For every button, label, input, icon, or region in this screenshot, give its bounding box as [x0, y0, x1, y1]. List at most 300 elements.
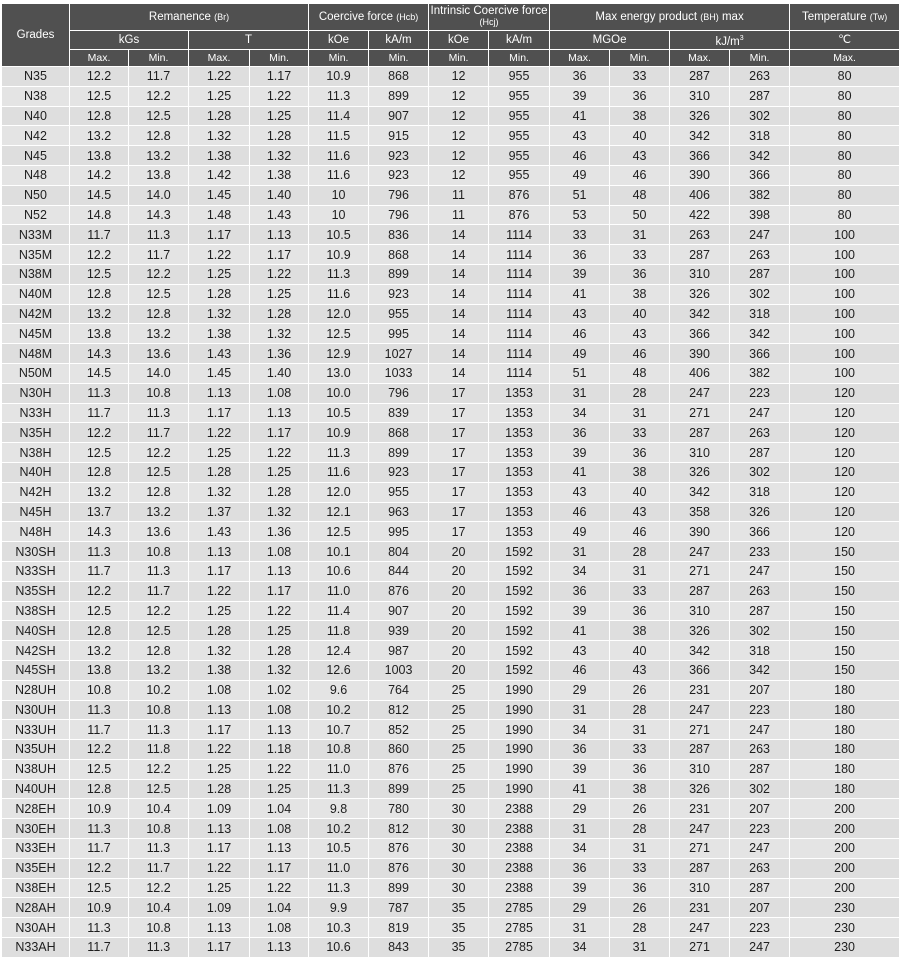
table-row [2, 542, 900, 562]
value-cell: 1.22 [189, 740, 250, 760]
grade-cell: N40M [2, 284, 70, 304]
value-cell: 1.32 [189, 126, 250, 146]
value-cell: 1353 [489, 403, 550, 423]
value-cell: 11.3 [129, 225, 189, 245]
value-cell: 1592 [489, 641, 550, 661]
table-row [2, 759, 900, 779]
value-cell: 1.22 [250, 601, 309, 621]
value-cell: 34 [550, 720, 610, 740]
value-cell: 38 [610, 284, 670, 304]
value-cell: 41 [550, 284, 610, 304]
grade-cell: N35UH [2, 740, 70, 760]
value-cell: 12.8 [70, 462, 129, 482]
subheader-cell: Min. [250, 50, 309, 67]
value-cell: 46 [550, 324, 610, 344]
value-cell: 14 [429, 225, 489, 245]
value-cell: 12.2 [70, 423, 129, 443]
value-cell: 180 [790, 759, 900, 779]
grade-cell: N40H [2, 462, 70, 482]
value-cell: 80 [790, 146, 900, 166]
value-cell: 302 [730, 779, 790, 799]
value-cell: 1.17 [250, 858, 309, 878]
value-cell: 36 [610, 86, 670, 106]
value-cell: 310 [670, 264, 730, 284]
value-cell: 11.7 [129, 858, 189, 878]
unit-koe-hcj: kOe [429, 31, 489, 50]
value-cell: 10.2 [309, 819, 369, 839]
value-cell: 100 [790, 344, 900, 364]
value-cell: 11.7 [129, 67, 189, 87]
value-cell: 987 [369, 641, 429, 661]
value-cell: 1592 [489, 660, 550, 680]
value-cell: 310 [670, 86, 730, 106]
value-cell: 899 [369, 779, 429, 799]
grade-cell: N28EH [2, 799, 70, 819]
value-cell: 11.3 [70, 700, 129, 720]
value-cell: 180 [790, 720, 900, 740]
grade-cell: N38M [2, 264, 70, 284]
value-cell: 1592 [489, 621, 550, 641]
value-cell: 11.7 [70, 938, 129, 958]
value-cell: 100 [790, 304, 900, 324]
grade-cell: N52 [2, 205, 70, 225]
value-cell: 1.42 [189, 165, 250, 185]
value-cell: 1.22 [189, 423, 250, 443]
value-cell: 11.7 [129, 581, 189, 601]
value-cell: 1.25 [250, 621, 309, 641]
value-cell: 12.5 [129, 462, 189, 482]
value-cell: 10.8 [129, 700, 189, 720]
value-cell: 233 [730, 542, 790, 562]
value-cell: 200 [790, 839, 900, 859]
value-cell: 1.04 [250, 898, 309, 918]
value-cell: 12.8 [129, 126, 189, 146]
unit-kgs: kGs [70, 31, 189, 50]
value-cell: 100 [790, 245, 900, 265]
grade-cell: N30EH [2, 819, 70, 839]
table-row [2, 522, 900, 542]
value-cell: 11.0 [309, 858, 369, 878]
subheader-row [2, 50, 900, 67]
grade-cell: N33H [2, 403, 70, 423]
value-cell: 12.8 [129, 482, 189, 502]
value-cell: 48 [610, 363, 670, 383]
value-cell: 31 [610, 720, 670, 740]
intrinsic-coercive-symbol: (Hcj) [479, 17, 499, 27]
value-cell: 38 [610, 462, 670, 482]
value-cell: 12.4 [309, 641, 369, 661]
value-cell: 46 [550, 502, 610, 522]
value-cell: 1.45 [189, 185, 250, 205]
value-cell: 12 [429, 146, 489, 166]
value-cell: 1.17 [189, 403, 250, 423]
value-cell: 1353 [489, 502, 550, 522]
value-cell: 20 [429, 601, 489, 621]
intrinsic-coercive-label: Intrinsic Coercive force [430, 5, 548, 17]
value-cell: 10.9 [70, 799, 129, 819]
table-row [2, 720, 900, 740]
value-cell: 12.2 [70, 67, 129, 87]
value-cell: 271 [670, 720, 730, 740]
value-cell: 1.22 [189, 245, 250, 265]
value-cell: 28 [610, 542, 670, 562]
value-cell: 13.2 [129, 146, 189, 166]
value-cell: 1.13 [189, 383, 250, 403]
value-cell: 10.8 [129, 819, 189, 839]
value-cell: 2388 [489, 858, 550, 878]
value-cell: 11.6 [309, 165, 369, 185]
value-cell: 1.18 [250, 740, 309, 760]
value-cell: 10.5 [309, 403, 369, 423]
value-cell: 1990 [489, 740, 550, 760]
table-row [2, 284, 900, 304]
value-cell: 899 [369, 264, 429, 284]
value-cell: 13.2 [129, 660, 189, 680]
value-cell: 1.38 [189, 660, 250, 680]
table-row [2, 403, 900, 423]
value-cell: 2388 [489, 839, 550, 859]
value-cell: 34 [550, 403, 610, 423]
value-cell: 14.3 [70, 522, 129, 542]
grade-cell: N35 [2, 67, 70, 87]
value-cell: 9.8 [309, 799, 369, 819]
value-cell: 46 [610, 165, 670, 185]
value-cell: 287 [670, 67, 730, 87]
table-row [2, 344, 900, 364]
value-cell: 31 [550, 819, 610, 839]
value-cell: 915 [369, 126, 429, 146]
value-cell: 120 [790, 383, 900, 403]
subheader-cell: Min. [129, 50, 189, 67]
value-cell: 39 [550, 264, 610, 284]
value-cell: 11.0 [309, 581, 369, 601]
value-cell: 13.8 [129, 165, 189, 185]
value-cell: 247 [730, 839, 790, 859]
value-cell: 13.8 [70, 146, 129, 166]
value-cell: 1.28 [250, 641, 309, 661]
value-cell: 1.28 [250, 304, 309, 324]
value-cell: 80 [790, 126, 900, 146]
value-cell: 49 [550, 344, 610, 364]
value-cell: 12.2 [129, 601, 189, 621]
value-cell: 10.1 [309, 542, 369, 562]
value-cell: 287 [670, 245, 730, 265]
coercive-force-header [309, 4, 429, 31]
value-cell: 247 [730, 403, 790, 423]
value-cell: 13.8 [70, 660, 129, 680]
value-cell: 247 [730, 938, 790, 958]
grade-cell: N35H [2, 423, 70, 443]
value-cell: 326 [670, 284, 730, 304]
value-cell: 310 [670, 759, 730, 779]
value-cell: 10.6 [309, 938, 369, 958]
value-cell: 263 [730, 581, 790, 601]
table-row [2, 264, 900, 284]
table-row [2, 324, 900, 344]
table-row [2, 245, 900, 265]
value-cell: 12.8 [70, 621, 129, 641]
value-cell: 1.13 [250, 561, 309, 581]
value-cell: 11.4 [309, 106, 369, 126]
value-cell: 180 [790, 680, 900, 700]
temperature-label: Temperature [801, 11, 867, 23]
value-cell: 1.48 [189, 205, 250, 225]
value-cell: 41 [550, 462, 610, 482]
value-cell: 12.8 [129, 641, 189, 661]
value-cell: 12 [429, 165, 489, 185]
value-cell: 12.5 [70, 878, 129, 898]
value-cell: 1.22 [250, 264, 309, 284]
value-cell: 120 [790, 502, 900, 522]
value-cell: 40 [610, 304, 670, 324]
value-cell: 10.4 [129, 799, 189, 819]
table-row [2, 502, 900, 522]
unit-mgoe: MGOe [550, 31, 670, 50]
value-cell: 12 [429, 106, 489, 126]
remanence-header [70, 4, 309, 31]
value-cell: 812 [369, 819, 429, 839]
value-cell: 207 [730, 898, 790, 918]
subheader-cell: Max. [790, 50, 900, 67]
value-cell: 1114 [489, 264, 550, 284]
value-cell: 1114 [489, 304, 550, 324]
value-cell: 30 [429, 858, 489, 878]
value-cell: 1.13 [189, 918, 250, 938]
value-cell: 271 [670, 839, 730, 859]
value-cell: 12.2 [129, 264, 189, 284]
value-cell: 25 [429, 740, 489, 760]
value-cell: 20 [429, 561, 489, 581]
value-cell: 247 [670, 383, 730, 403]
value-cell: 1.28 [189, 621, 250, 641]
grade-cell: N38H [2, 443, 70, 463]
value-cell: 12.5 [70, 443, 129, 463]
table-row [2, 660, 900, 680]
value-cell: 955 [369, 304, 429, 324]
value-cell: 13.7 [70, 502, 129, 522]
table-row [2, 443, 900, 463]
value-cell: 20 [429, 660, 489, 680]
subheader-cell: Min. [489, 50, 550, 67]
grade-cell: N40SH [2, 621, 70, 641]
table-row [2, 878, 900, 898]
value-cell: 200 [790, 819, 900, 839]
value-cell: 852 [369, 720, 429, 740]
value-cell: 39 [550, 878, 610, 898]
value-cell: 11.7 [129, 245, 189, 265]
value-cell: 939 [369, 621, 429, 641]
value-cell: 1.17 [250, 245, 309, 265]
value-cell: 1.28 [189, 779, 250, 799]
value-cell: 10.9 [70, 898, 129, 918]
value-cell: 422 [670, 205, 730, 225]
value-cell: 29 [550, 898, 610, 918]
value-cell: 50 [610, 205, 670, 225]
value-cell: 33 [610, 581, 670, 601]
value-cell: 287 [730, 443, 790, 463]
value-cell: 342 [670, 304, 730, 324]
value-cell: 39 [550, 759, 610, 779]
grade-cell: N33UH [2, 720, 70, 740]
value-cell: 39 [550, 601, 610, 621]
value-cell: 1.13 [250, 403, 309, 423]
value-cell: 287 [670, 581, 730, 601]
value-cell: 1.25 [250, 779, 309, 799]
value-cell: 12.5 [309, 324, 369, 344]
value-cell: 868 [369, 67, 429, 87]
value-cell: 14 [429, 284, 489, 304]
value-cell: 150 [790, 641, 900, 661]
value-cell: 1.25 [189, 878, 250, 898]
grade-cell: N30H [2, 383, 70, 403]
value-cell: 1592 [489, 601, 550, 621]
value-cell: 35 [429, 898, 489, 918]
value-cell: 43 [550, 482, 610, 502]
value-cell: 1.32 [250, 146, 309, 166]
value-cell: 12.2 [70, 740, 129, 760]
value-cell: 11.7 [70, 561, 129, 581]
grade-cell: N33EH [2, 839, 70, 859]
value-cell: 326 [730, 502, 790, 522]
grade-cell: N35M [2, 245, 70, 265]
value-cell: 11.8 [309, 621, 369, 641]
value-cell: 358 [670, 502, 730, 522]
value-cell: 43 [550, 126, 610, 146]
value-cell: 1.28 [250, 126, 309, 146]
table-row [2, 67, 900, 87]
value-cell: 366 [670, 324, 730, 344]
value-cell: 120 [790, 482, 900, 502]
grade-cell: N48H [2, 522, 70, 542]
value-cell: 955 [489, 165, 550, 185]
value-cell: 366 [730, 522, 790, 542]
value-cell: 1353 [489, 423, 550, 443]
value-cell: 200 [790, 799, 900, 819]
value-cell: 11.3 [309, 878, 369, 898]
value-cell: 271 [670, 561, 730, 581]
value-cell: 14.8 [70, 205, 129, 225]
value-cell: 1353 [489, 443, 550, 463]
value-cell: 36 [610, 878, 670, 898]
table-row [2, 304, 900, 324]
value-cell: 11.7 [70, 720, 129, 740]
value-cell: 1.13 [250, 720, 309, 740]
value-cell: 31 [550, 383, 610, 403]
value-cell: 342 [730, 660, 790, 680]
table-row [2, 383, 900, 403]
value-cell: 326 [670, 106, 730, 126]
value-cell: 1990 [489, 700, 550, 720]
table-row [2, 165, 900, 185]
value-cell: 10.5 [309, 839, 369, 859]
value-cell: 231 [670, 898, 730, 918]
value-cell: 1592 [489, 561, 550, 581]
value-cell: 1990 [489, 779, 550, 799]
value-cell: 1.38 [189, 324, 250, 344]
value-cell: 31 [550, 542, 610, 562]
value-cell: 40 [610, 482, 670, 502]
value-cell: 43 [610, 660, 670, 680]
value-cell: 876 [369, 858, 429, 878]
value-cell: 366 [730, 165, 790, 185]
value-cell: 1.13 [250, 225, 309, 245]
value-cell: 48 [610, 185, 670, 205]
value-cell: 14.2 [70, 165, 129, 185]
value-cell: 150 [790, 581, 900, 601]
value-cell: 10.9 [309, 423, 369, 443]
value-cell: 51 [550, 185, 610, 205]
value-cell: 12.2 [129, 443, 189, 463]
value-cell: 11.4 [309, 601, 369, 621]
value-cell: 100 [790, 363, 900, 383]
value-cell: 230 [790, 938, 900, 958]
grade-cell: N45SH [2, 660, 70, 680]
table-row [2, 462, 900, 482]
value-cell: 36 [550, 245, 610, 265]
value-cell: 10.4 [129, 898, 189, 918]
value-cell: 318 [730, 126, 790, 146]
value-cell: 1.08 [189, 680, 250, 700]
value-cell: 342 [730, 324, 790, 344]
value-cell: 1.13 [250, 938, 309, 958]
value-cell: 326 [670, 779, 730, 799]
value-cell: 1.40 [250, 363, 309, 383]
value-cell: 14.0 [129, 363, 189, 383]
value-cell: 33 [610, 740, 670, 760]
table-row [2, 779, 900, 799]
grade-cell: N42H [2, 482, 70, 502]
grade-cell: N38UH [2, 759, 70, 779]
value-cell: 382 [730, 185, 790, 205]
value-cell: 342 [670, 126, 730, 146]
value-cell: 10.9 [309, 67, 369, 87]
value-cell: 342 [730, 146, 790, 166]
value-cell: 11.3 [129, 839, 189, 859]
value-cell: 1.28 [189, 106, 250, 126]
max-energy-product-header [550, 4, 790, 31]
value-cell: 995 [369, 324, 429, 344]
value-cell: 1.43 [189, 344, 250, 364]
value-cell: 31 [610, 561, 670, 581]
value-cell: 1.22 [250, 86, 309, 106]
subheader-cell: Max. [550, 50, 610, 67]
value-cell: 30 [429, 819, 489, 839]
value-cell: 180 [790, 779, 900, 799]
value-cell: 231 [670, 680, 730, 700]
grade-cell: N35SH [2, 581, 70, 601]
value-cell: 14 [429, 245, 489, 265]
value-cell: 1.25 [189, 443, 250, 463]
value-cell: 1353 [489, 383, 550, 403]
value-cell: 13.2 [70, 304, 129, 324]
value-cell: 12.8 [129, 304, 189, 324]
value-cell: 247 [730, 720, 790, 740]
value-cell: 1.17 [189, 225, 250, 245]
value-cell: 812 [369, 700, 429, 720]
value-cell: 33 [610, 245, 670, 265]
value-cell: 80 [790, 165, 900, 185]
value-cell: 287 [730, 601, 790, 621]
value-cell: 25 [429, 700, 489, 720]
value-cell: 14.5 [70, 363, 129, 383]
value-cell: 12 [429, 67, 489, 87]
value-cell: 819 [369, 918, 429, 938]
value-cell: 796 [369, 205, 429, 225]
value-cell: 10.6 [309, 561, 369, 581]
value-cell: 12.5 [129, 106, 189, 126]
value-cell: 876 [369, 759, 429, 779]
grade-cell: N30AH [2, 918, 70, 938]
